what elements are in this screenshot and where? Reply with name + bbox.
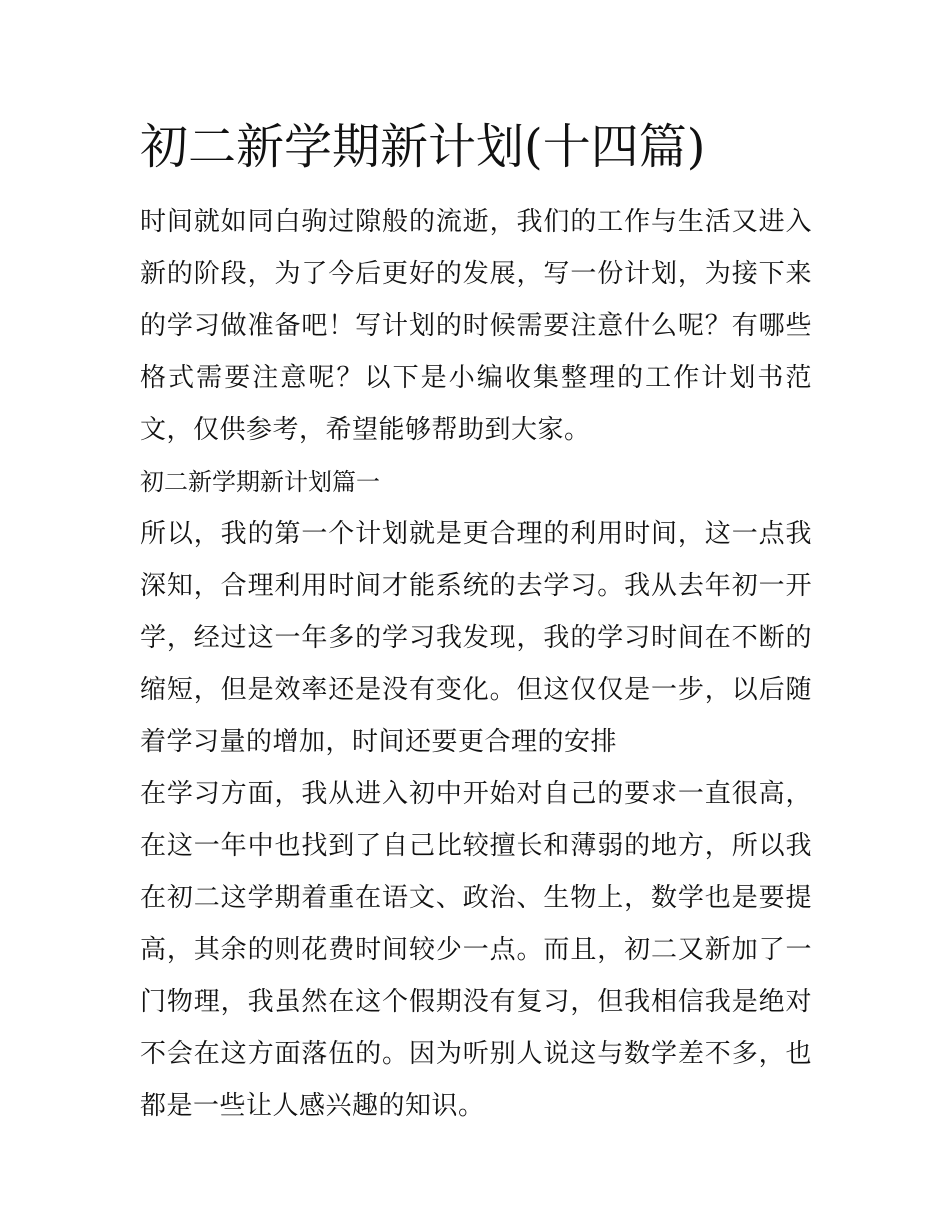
document-title: 初二新学期新计划(十四篇) (140, 119, 706, 175)
body-paragraph-1: 所以，我的第一个计划就是更合理的利用时间，这一点我深知，合理利用时间才能系统的去学习。我从去年初一开学，经过这一年多的学习我发现，我的学习时间在不断的缩短，但是效率还是没有变化。但这仅仅是一步，以后随着学习量的增加，时间还要更合理的安排 (140, 519, 812, 757)
intro-paragraph: 时间就如同白驹过隙般的流逝，我们的工作与生活又进入新的阶段，为了今后更好的发展，写一份计划，为接下来的学习做准备吧！写计划的时候需要注意什么呢？有哪些格式需要注意呢？以下是小编收集整理的工作计划书范文，仅供参考，希望能够帮助到大家。 (140, 207, 812, 445)
section-heading: 初二新学期新计划篇一 (140, 468, 380, 496)
body-paragraph-2: 在学习方面，我从进入初中开始对自己的要求一直很高，在这一年中也找到了自己比较擅长和薄弱的地方，所以我在初二这学期着重在语文、政治、生物上，数学也是要提高，其余的则花费时间较少一点。而且，初二又新加了一门物理，我虽然在这个假期没有复习，但我相信我是绝对不会在这方面落伍的。因为听别人说这与数学差不多，也都是一些让人感兴趣的知识。 (140, 779, 812, 1121)
